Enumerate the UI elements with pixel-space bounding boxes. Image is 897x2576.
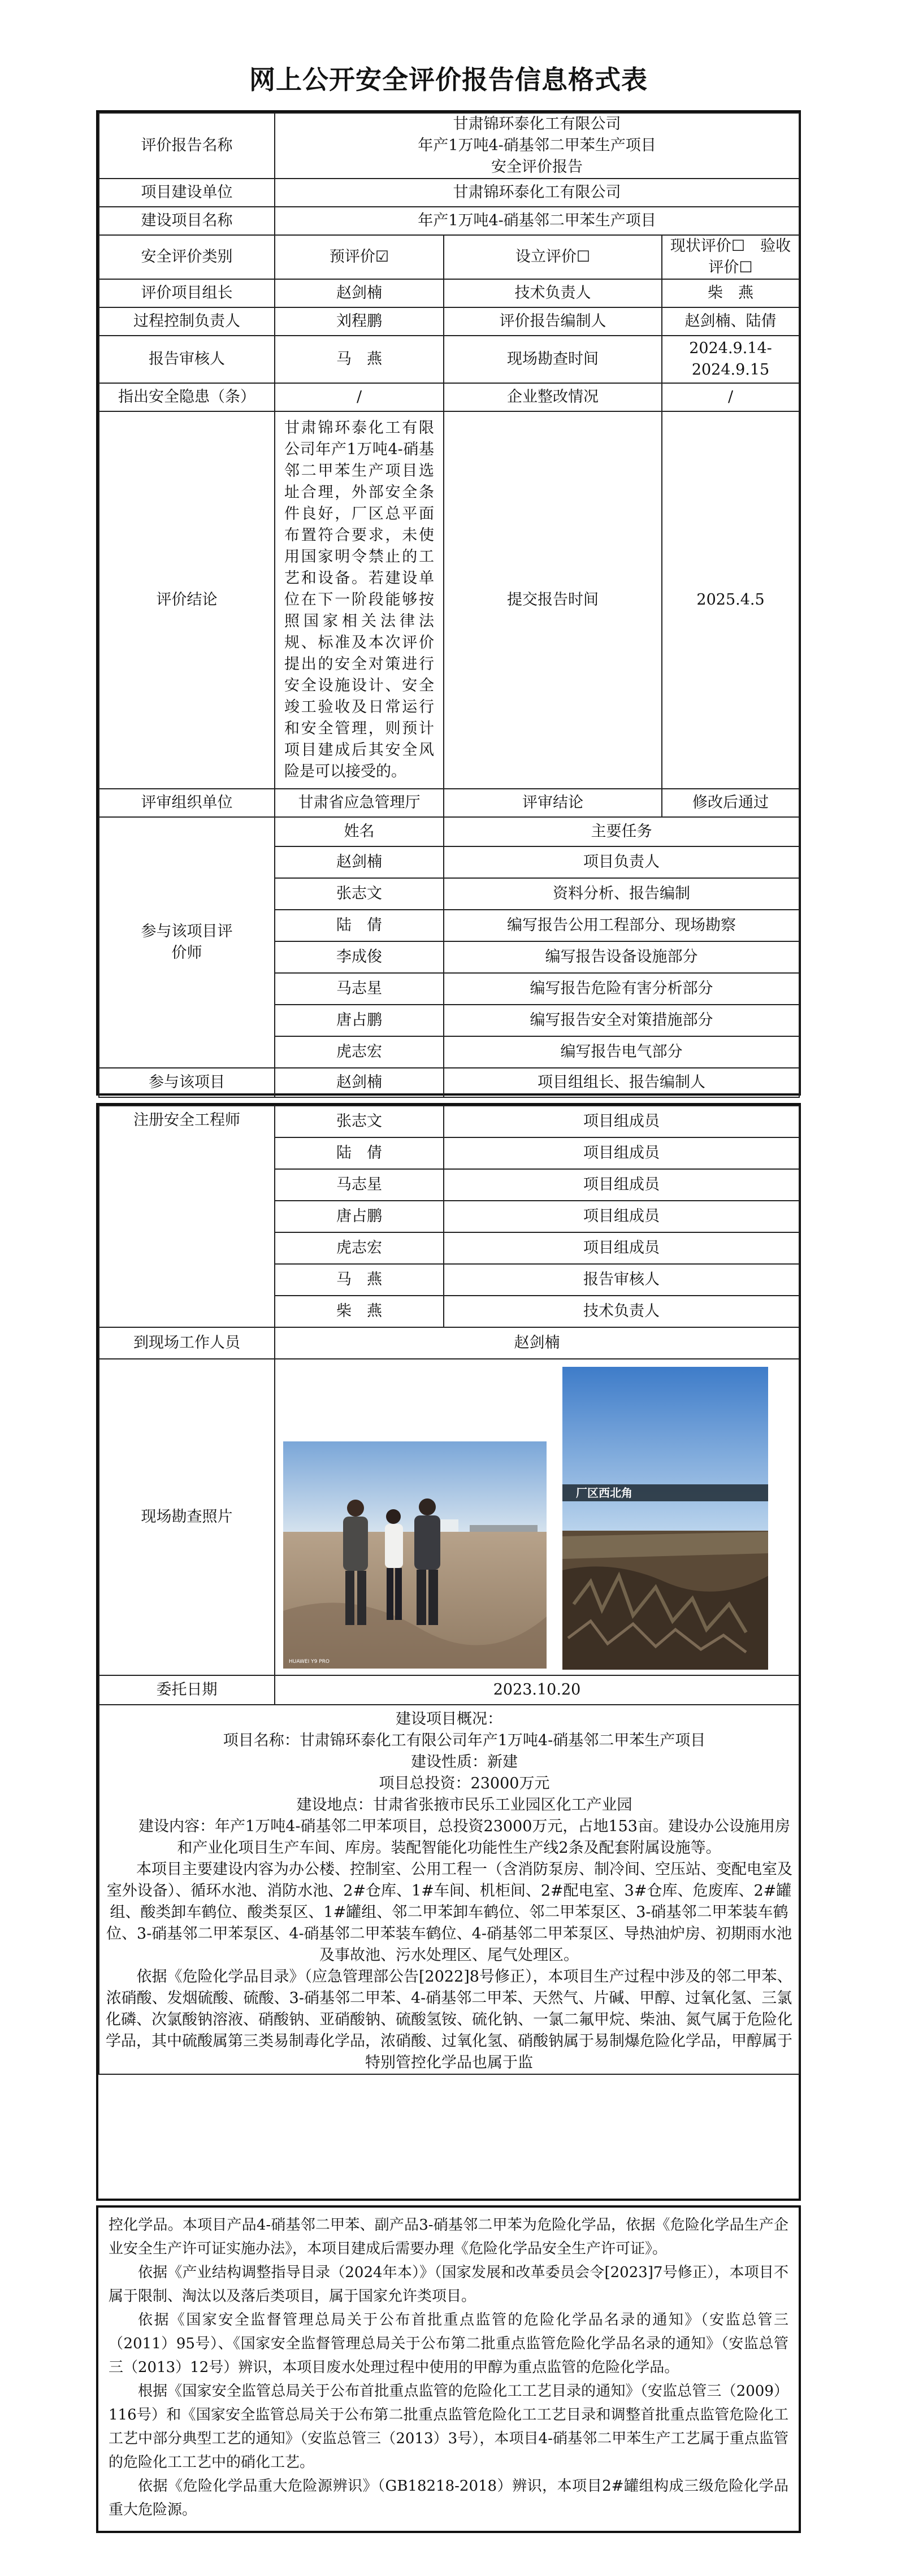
engineer-role: 技术负责人 xyxy=(444,1296,799,1327)
photo-watermark: HUAWEI Y9 PRO xyxy=(289,1659,330,1665)
builder-value: 甘肃锦环泰化工有限公司 xyxy=(275,179,799,207)
engineer-name: 马 燕 xyxy=(275,1264,444,1296)
staff-task: 资料分析、报告编制 xyxy=(444,878,799,910)
staff-name: 张志文 xyxy=(275,878,444,910)
overview-heading: 建设项目概况： xyxy=(396,1710,502,1728)
leader-label: 评价项目组长 xyxy=(99,279,275,307)
writer-label: 评价报告编制人 xyxy=(444,307,662,336)
review-label: 评审结论 xyxy=(444,789,662,817)
hazard-value: / xyxy=(275,383,444,411)
overview-paragraph: 建设内容：年产1万吨4-硝基邻二甲苯项目，总投资23000万元，占地153亩。建设办公设施用房和产业化项目生产车间、库房。装配智能化功能性生产线2条及配套附属设施等。 xyxy=(138,1818,790,1857)
photo-area xyxy=(280,1365,794,1670)
category-pre: 预评价☑ xyxy=(275,235,444,279)
engineer-role: 报告审核人 xyxy=(444,1264,799,1296)
overview-line: 建设地点：甘肃省张掖市民乐工业园区化工产业园 xyxy=(296,1796,632,1814)
overview-paragraph: 本项目主要建设内容为办公楼、控制室、公用工程一（含消防泵房、制冷间、空压站、变配电室及室外设备）、循环水池、消防水池、2#仓库、1#车间、机柜间、2#配电室、3#仓库、危废库、2#罐组、酸类卸车鹤位、酸类泵区、1#罐组、邻二甲苯卸车鹤位、邻二甲苯泵区、3-硝基邻二甲苯装车鹤位、3-硝基邻二甲苯泵区、4-硝基邻二甲苯装车鹤位、4-硝基邻二甲苯泵区、导热油炉房、初期雨水池及事故池、污水处理区、尾气处理区。 xyxy=(106,1861,792,1964)
participant-task: 项目组组长、报告编制人 xyxy=(444,1068,799,1097)
info-table-sheet xyxy=(96,110,801,1096)
engineer-role: 项目组成员 xyxy=(444,1232,799,1264)
staff-name: 马志星 xyxy=(275,973,444,1005)
overview-paragraph: 依据《国家安全监督管理总局关于公布首批重点监管的危险化学品名录的通知》（安监总管三（2011）95号）、《国家安全监督管理总局关于公布第二批重点监管危险化学品名录的通知》（安监总管三（2013）12号）辨识，本项目废水处理过程中使用的甲醇为重点监管的危险化学品。 xyxy=(109,2312,788,2376)
staff-task: 项目负责人 xyxy=(444,846,799,878)
engineer-role: 项目组成员 xyxy=(444,1169,799,1201)
photo-caption: 厂区西北角 xyxy=(576,1486,632,1500)
builder-label: 项目建设单位 xyxy=(99,179,275,207)
engineer-role: 项目组成员 xyxy=(444,1106,799,1137)
staff-name: 虎志宏 xyxy=(275,1036,444,1068)
overview-block xyxy=(99,1705,799,2074)
category-setup: 设立评价☐ xyxy=(444,235,662,279)
info-table xyxy=(98,112,800,1098)
site-photo-northwest-corner xyxy=(562,1367,768,1670)
participant-name: 赵剑楠 xyxy=(275,1068,444,1097)
staff-name: 陆 倩 xyxy=(275,910,444,941)
report-name: 甘肃锦环泰化工有限公司 年产1万吨4-硝基邻二甲苯生产项目 安全评价报告 xyxy=(275,113,799,179)
org-label: 评审组织单位 xyxy=(99,789,275,817)
staff-task: 编写报告设备设施部分 xyxy=(444,941,799,973)
overview-line: 建设性质：新建 xyxy=(411,1753,518,1771)
conclusion-text: 甘肃锦环泰化工有限公司年产1万吨4-硝基邻二甲苯生产项目选址合理，外部安全条件良好，厂区总平面布置符合要求，未使用国家明令禁止的工艺和设备。若建设单位在下一阶段能够按照国家相关法律法规、标准及本次评价提出的安全对策进行安全设施设计、安全竣工验收及日常运行和安全管理，则预计项目建成后其安全风险是可以接受的。 xyxy=(275,411,444,789)
overview-paragraph: 依据《危险化学品目录》（应急管理部公告[2022]8号修正），本项目生产过程中涉及的邻二甲苯、浓硝酸、发烟硫酸、硫酸、3-硝基邻二甲苯、4-硝基邻二甲苯、天然气、片碱、甲醇、过氧化氢、三氯化磷、次氯酸钠溶液、硝酸钠、亚硝酸钠、硫酸氢铵、硫化钠、一氯二氟甲烷、柴油、氮气属于危险化学品，其中硫酸属第三类易制毒化学品，浓硝酸、过氧化氢、硝酸钠属于易制爆危险化学品，甲醇属于特别管控化学品也属于监 xyxy=(106,1968,792,2071)
staff-task: 编写报告安全对策措施部分 xyxy=(444,1005,799,1036)
writer-value: 赵剑楠、陆倩 xyxy=(662,307,799,336)
org-value: 甘肃省应急管理厅 xyxy=(275,789,444,817)
project-value: 年产1万吨4-硝基邻二甲苯生产项目 xyxy=(275,207,799,235)
tech-value: 柴 燕 xyxy=(662,279,799,307)
review-value: 修改后通过 xyxy=(662,789,799,817)
site-photo-people xyxy=(283,1441,547,1669)
hazard-label: 指出安全隐患（条） xyxy=(99,383,275,411)
overview-line: 项目总投资：23000万元 xyxy=(379,1775,550,1792)
staff-label: 参与该项目评价师 xyxy=(99,817,275,1068)
survey-time-label: 现场勘查时间 xyxy=(444,336,662,383)
overview-paragraph: 依据《危险化学品重大危险源辨识》（GB18218-2018）辨识，本项目2#罐组构成三级危险化学品重大危险源。 xyxy=(109,2478,788,2518)
staff-name: 李成俊 xyxy=(275,941,444,973)
page-title: 网上公开安全评价报告信息格式表 xyxy=(249,64,648,95)
tech-label: 技术负责人 xyxy=(444,279,662,307)
engineer-role: 项目组成员 xyxy=(444,1201,799,1232)
engineer-name: 唐占鹏 xyxy=(275,1201,444,1232)
submit-label: 提交报告时间 xyxy=(444,411,662,789)
category-current: 现状评价☐ 验收评价☐ xyxy=(662,235,799,279)
engineers-sheet xyxy=(96,1103,801,2201)
staff-name: 唐占鹏 xyxy=(275,1005,444,1036)
submit-value: 2025.4.5 xyxy=(662,411,799,789)
commission-label: 委托日期 xyxy=(99,1675,275,1705)
participant-label: 参与该项目 xyxy=(99,1068,275,1097)
reviewer-value: 马 燕 xyxy=(275,336,444,383)
project-label: 建设项目名称 xyxy=(99,207,275,235)
engineer-name: 张志文 xyxy=(275,1106,444,1137)
reviewer-label: 报告审核人 xyxy=(99,336,275,383)
survey-time-value: 2024.9.14- 2024.9.15 xyxy=(662,336,799,383)
rectify-value: / xyxy=(662,383,799,411)
staff-task-header: 主要任务 xyxy=(444,817,799,846)
overview-paragraph: 控化学品。本项目产品4-硝基邻二甲苯、副产品3-硝基邻二甲苯为危险化学品，依据《危险化学品生产企业安全生产许可证实施办法》，本项目建成后需要办理《危险化学品安全生产许可证》。 xyxy=(109,2217,788,2257)
onsite-label: 到现场工作人员 xyxy=(99,1327,275,1359)
staff-name: 赵剑楠 xyxy=(275,846,444,878)
report-name-label: 评价报告名称 xyxy=(99,113,275,179)
engineer-name: 虎志宏 xyxy=(275,1232,444,1264)
engineer-role: 项目组成员 xyxy=(444,1137,799,1169)
category-label: 安全评价类别 xyxy=(99,235,275,279)
engineer-name: 陆 倩 xyxy=(275,1137,444,1169)
staff-task: 编写报告电气部分 xyxy=(444,1036,799,1068)
engineers-label: 注册安全工程师 xyxy=(99,1106,275,1327)
process-label: 过程控制负责人 xyxy=(99,307,275,336)
staff-name-header: 姓名 xyxy=(275,817,444,846)
engineers-table xyxy=(98,1105,800,2075)
overview-continued xyxy=(98,2208,799,2524)
leader-value: 赵剑楠 xyxy=(275,279,444,307)
overview-continued-sheet xyxy=(96,2205,801,2533)
conclusion-label: 评价结论 xyxy=(99,411,275,789)
staff-task: 编写报告危险有害分析部分 xyxy=(444,973,799,1005)
overview-line: 项目名称：甘肃锦环泰化工有限公司年产1万吨4-硝基邻二甲苯生产项目 xyxy=(223,1732,706,1749)
overview-paragraph: 依据《产业结构调整指导目录（2024年本）》（国家发展和改革委员会令[2023]7号修正），本项目不属于限制、淘汰以及落后类项目，属于国家允许类项目。 xyxy=(109,2264,788,2305)
rectify-label: 企业整改情况 xyxy=(444,383,662,411)
photo-label: 现场勘查照片 xyxy=(99,1359,275,1675)
engineer-name: 马志星 xyxy=(275,1169,444,1201)
overview-paragraph: 根据《国家安全监管总局关于公布首批重点监管的危险化工工艺目录的通知》（安监总管三（2009）116号）和《国家安全监管总局关于公布第二批重点监管危险化工工艺目录和调整首批重点监管危险化工工艺中部分典型工艺的通知》（安监总管三（2013）3号），本项目4-硝基邻二甲苯生产工艺属于重点监管的危险化工工艺中的硝化工艺。 xyxy=(109,2383,788,2471)
photo-cell xyxy=(275,1359,799,1675)
onsite-value: 赵剑楠 xyxy=(275,1327,799,1359)
staff-task: 编写报告公用工程部分、现场勘察 xyxy=(444,910,799,941)
engineer-name: 柴 燕 xyxy=(275,1296,444,1327)
commission-value: 2023.10.20 xyxy=(275,1675,799,1705)
process-value: 刘程鹏 xyxy=(275,307,444,336)
